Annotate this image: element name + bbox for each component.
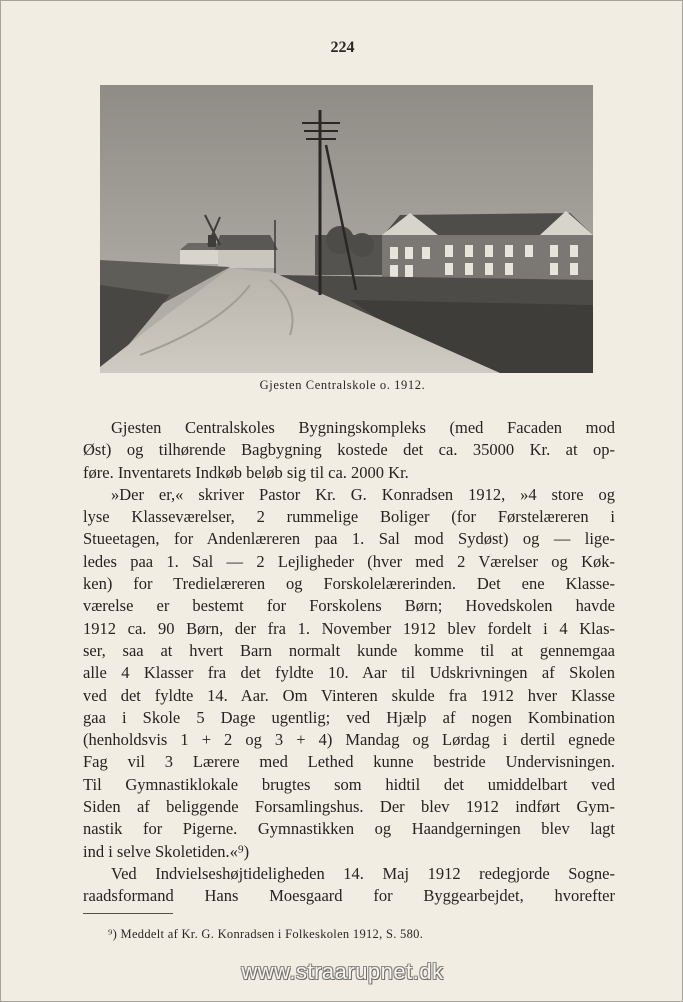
text-line: Stueetagen, for Andenlæreren paa 1. Sal mod Sydøst) og — lige-: [83, 529, 615, 549]
photo-illustration: [100, 85, 593, 373]
text-line: Ved Indvielseshøjtideligheden 14. Maj 1912 redegjorde Sogne-: [111, 863, 615, 883]
text-line: ser, saa at hvert Barn normalt kunde komme til at gennemgaa: [83, 640, 615, 660]
photo-caption: Gjesten Centralskole o. 1912.: [259, 378, 426, 392]
text-line: 1912 ca. 90 Børn, der fra 1. November 1912 blev fordelt i 4 Klas-: [83, 618, 615, 638]
text-line: værelse er bestemt for Forskolens Børn; Hovedskolen havde: [83, 596, 615, 616]
school-photograph: [100, 85, 593, 373]
text-line: gaa i Skole 5 Dage ugentlig; ved Hjælp af nogen Kombination: [83, 707, 615, 727]
text-line: ind i selve Skoletiden.«⁹): [83, 841, 250, 861]
text-line: Gjesten Centralskoles Bygningskompleks (med Facaden mod: [111, 418, 615, 437]
text-line: lyse Klasseværelser, 2 rummelige Boliger (for Førstelæreren i: [83, 507, 615, 527]
text-line: alle 4 Klasser fra det fyldte 10. Aar til Udskrivningen af Skolen: [83, 663, 615, 683]
body-text: [83, 417, 615, 908]
text-line: »Der er,« skriver Pastor Kr. G. Konradsen 1912, »4 store og: [111, 484, 615, 504]
text-line: raadsformand Hans Moesgaard for Byggearbejdet, hvorefter: [83, 886, 615, 906]
footnote-rule: [83, 913, 173, 914]
text-line: Øst) og tilhørende Bagbygning kostede det ca. 35000 Kr. at op-: [83, 440, 615, 460]
paragraph-2: [83, 484, 615, 863]
text-line: (henholdsvis 1 + 2 og 3 + 4) Mandag og Lørdag i dertil egnede: [83, 730, 615, 750]
page-number: 224: [330, 39, 355, 56]
paragraph-3: [83, 863, 615, 908]
text-line: ved det fyldte 14. Aar. Om Vinteren skulde fra 1912 hver Klasse: [83, 685, 615, 705]
text-line: nastik for Pigerne. Gymnastikken og Haandgerningen blev lagt: [83, 819, 615, 839]
footnote: ⁹) Meddelt af Kr. G. Konradsen i Folkeskolen 1912, S. 580.: [108, 927, 424, 941]
text-line: Til Gymnastiklokale brugtes som hidtil det umiddelbart ved: [83, 774, 615, 794]
text-line: ledes paa 1. Sal — 2 Lejligheder (hver med 2 Værelser og Køk-: [83, 551, 615, 571]
text-line: ken) for Tredielæreren og Forskolelærerinden. Det ene Klasse-: [83, 574, 615, 594]
text-line: føre. Inventarets Indkøb beløb sig til ca. 2000 Kr.: [83, 462, 409, 482]
paragraph-1: [83, 417, 615, 484]
watermark: www.straarupnet.dk: [241, 959, 444, 984]
school-building: [382, 211, 593, 285]
text-line: Fag vil 3 Lærere med Lethed kunne bestride Undervisningen.: [83, 752, 615, 772]
text-line: Siden af beliggende Forsamlingshus. Der blev 1912 indført Gym-: [83, 797, 615, 817]
